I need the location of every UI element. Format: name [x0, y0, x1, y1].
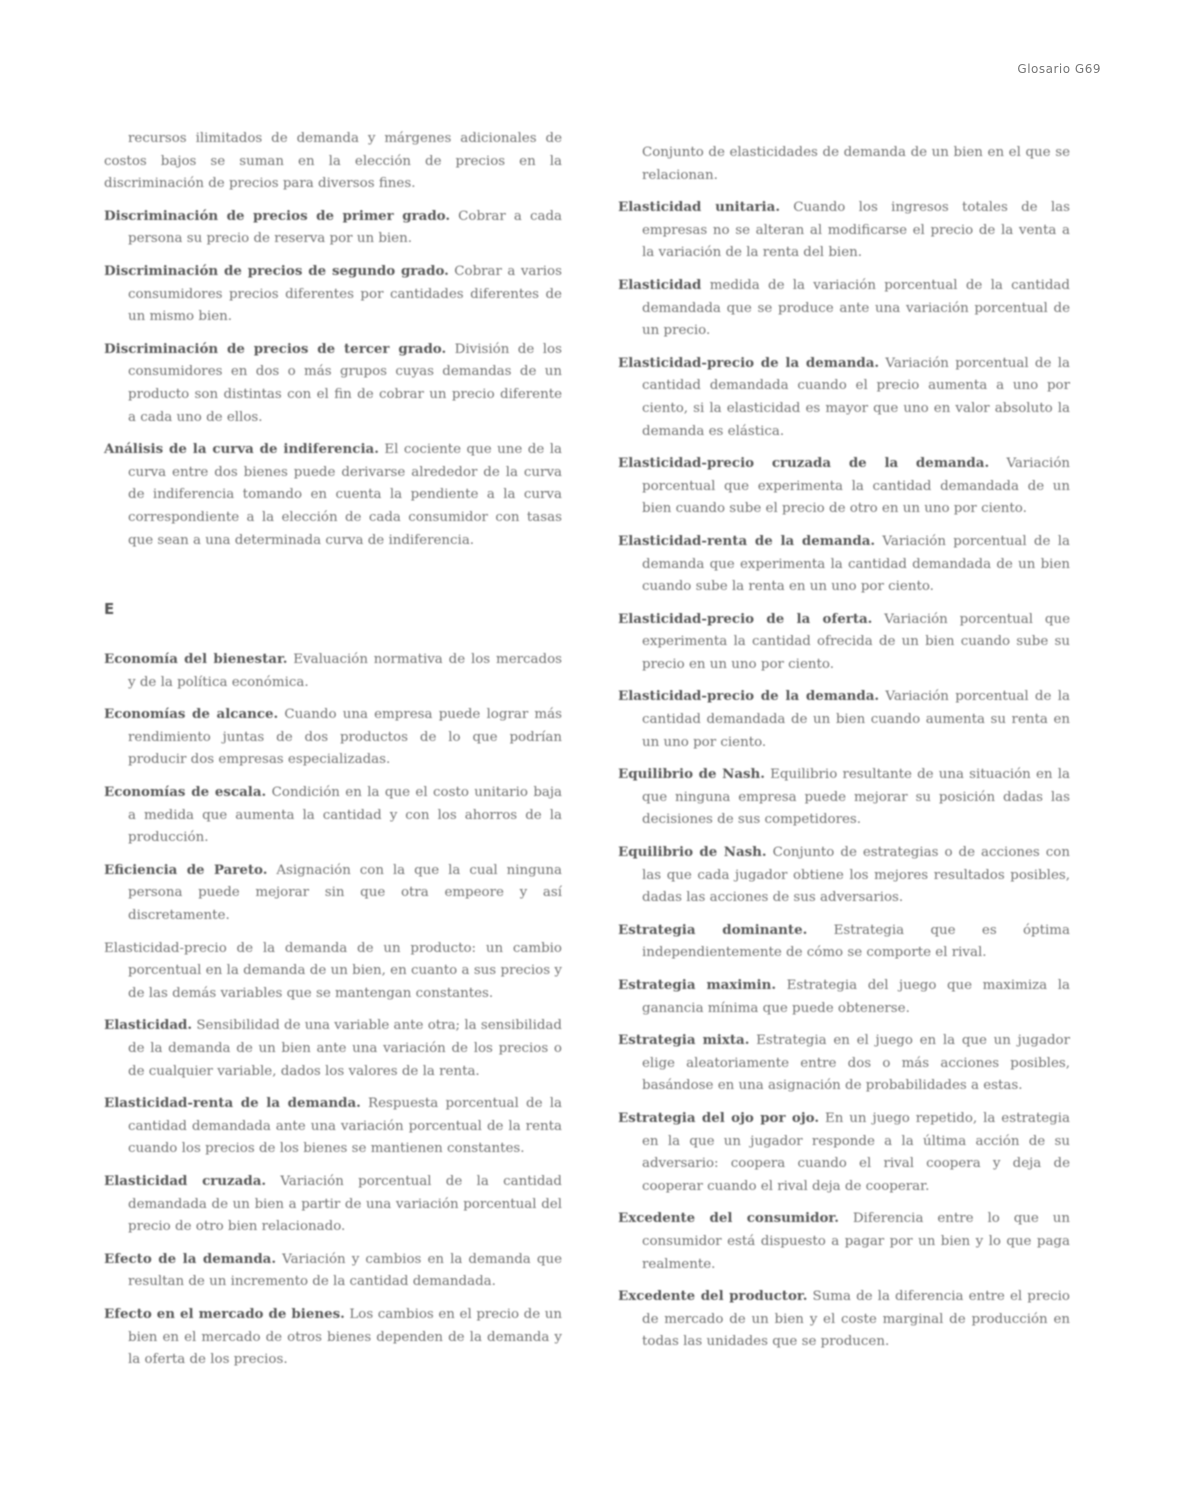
glossary-entry [104, 859, 562, 928]
glossary-term: Economías de alcance. [104, 706, 279, 723]
glossary-entry [618, 608, 1070, 677]
glossary-term: Excedente del productor. [618, 1288, 808, 1305]
glossary-list-e-continued [618, 196, 1070, 1354]
glossary-definition: Respuesta porcentual de la cantidad demandada ante una variación porcentual de la renta cuando los precios de los bienes se mantienen constantes. [128, 1096, 563, 1157]
glossary-term: Elasticidad-renta de la demanda. [618, 532, 876, 549]
glossary-term: Elasticidad-precio de la demanda. [618, 688, 880, 705]
glossary-term: Estrategia maximin. [618, 977, 777, 993]
glossary-definition: Estrategia que es óptima independientemente de cómo se comporte el rival. [642, 922, 1070, 961]
glossary-definition: Estrategia en el juego en la que un jugador elige aleatoriamente entre dos o más acciones posibles, basándose en una asignación de probabilidades a estas. [642, 1033, 1070, 1094]
glossary-entry [618, 1029, 1070, 1098]
glossary-entry [618, 763, 1070, 832]
glossary-definition: Variación porcentual de la cantidad demandada cuando el precio aumenta a uno por ciento, si la elasticidad es mayor que uno en valor absoluto la demanda es elástica. [642, 355, 1070, 439]
glossary-entry [104, 438, 562, 552]
glossary-definition: División de los consumidores en dos o más grupos cuyas demandas de un producto son distintas con el fin de cobrar un precio diferente a cada uno de ellos. [128, 341, 562, 425]
glossary-entry [618, 919, 1070, 965]
glossary-definition: El cociente que une de la curva entre dos bienes puede derivarse alrededor de la curva de indiferencia tomando en cuenta la pendiente a la curva correspondiente a la elección de cada consumidor con tasas que sean a una determinada curva de indiferencia. [128, 442, 562, 548]
glossary-definition: Variación porcentual de la cantidad demandada de un bien a partir de una variación porcentual del precio de otro bien relacionado. [128, 1173, 562, 1235]
glossary-term: Elasticidad-precio cruzada de la demanda. [618, 455, 990, 472]
glossary-term: Elasticidad cruzada. [104, 1172, 267, 1189]
glossary-definition: Variación porcentual que experimenta la cantidad demandada de un bien cuando sube el precio de otro en un uno por ciento. [642, 456, 1071, 517]
glossary-definition: Elasticidad-precio de la demanda de un producto: un cambio porcentual en la demanda de un bien, en cuanto a sus precios y de las demás variables que se mantengan constantes. [104, 940, 562, 1001]
glossary-definition: Diferencia entre lo que un consumidor está dispuesto a pagar por un bien y lo que paga realmente. [642, 1211, 1070, 1272]
glossary-definition: Evaluación normativa de los mercados y de la política económica. [128, 652, 563, 690]
glossary-definition: En un juego repetido, la estrategia en la que un jugador responde a la última acción de su adversario: coopera cuando el rival coopera y deja de cooperar cuando el rival deja de cooperar. [642, 1110, 1070, 1194]
glossary-entry [104, 1248, 562, 1294]
glossary-entry [618, 274, 1070, 343]
glossary-entry [618, 1107, 1070, 1198]
glossary-definition: Equilibrio resultante de una situación en la que ninguna empresa puede mejorar su posición dadas las decisiones de sus competidores. [642, 767, 1070, 828]
glossary-entry [104, 1303, 562, 1372]
glossary-entry [104, 338, 562, 429]
left-column [104, 128, 562, 1381]
section-letter: E [104, 600, 115, 619]
glossary-definition: Los cambios en el precio de un bien en el mercado de otros bienes dependen de la demanda y la oferta de los precios. [128, 1306, 562, 1368]
right-column [618, 142, 1070, 1363]
glossary-term: Elasticidad-precio de la oferta. [618, 610, 873, 627]
glossary-entry [618, 841, 1070, 910]
glossary-definition: medida de la variación porcentual de la cantidad demandada que se produce ante una variación porcentual de un precio. [642, 277, 1070, 339]
glossary-entry [104, 205, 562, 251]
glossary-entry [104, 1014, 562, 1083]
glossary-entry [104, 1170, 562, 1239]
glossary-definition: Cuando los ingresos totales de las empresas no se alteran al modificarse el precio de la venta a la variación de la renta del bien. [642, 200, 1070, 261]
glossary-definition: Estrategia del juego que maximiza la ganancia mínima que puede obtenerse. [642, 978, 1070, 1016]
glossary-entry [104, 781, 562, 850]
glossary-term: Equilibrio de Nash. [618, 844, 767, 861]
glossary-definition: Conjunto de estrategias o de acciones con las que cada jugador obtiene los mejores resultados posibles, dadas las acciones de sus adversarios. [642, 845, 1070, 906]
glossary-term: Estrategia del ojo por ojo. [618, 1109, 820, 1126]
glossary-term: Discriminación de precios de tercer grado. [104, 340, 447, 357]
glossary-entry [618, 530, 1070, 599]
glossary-term: Estrategia dominante. [618, 921, 808, 938]
glossary-entry [618, 1207, 1070, 1276]
glossary-term: Efecto de la demanda. [104, 1250, 277, 1267]
glossary-term: Efecto en el mercado de bienes. [104, 1305, 345, 1322]
glossary-entry [104, 648, 562, 694]
glossary-definition: Variación porcentual de la cantidad demandada de un bien cuando aumenta su renta en un uno por ciento. [642, 689, 1070, 750]
glossary-term: Equilibrio de Nash. [618, 766, 765, 783]
glossary-entry [104, 937, 562, 1006]
glossary-entry [618, 452, 1070, 521]
glossary-definition: Variación porcentual de la demanda que experimenta la cantidad demandada de un bien cuando sube la renta en un uno por ciento. [642, 533, 1070, 595]
glossary-definition: Asignación con la que la cual ninguna persona puede mejorar sin que otra empeore y así discretamente. [128, 862, 562, 924]
continued-paragraph: Conjunto de elasticidades de demanda de un bien en el que se relacionan. [642, 145, 1070, 183]
glossary-term: Excedente del consumidor. [618, 1210, 839, 1227]
glossary-list-d [104, 205, 562, 552]
glossary-term: Elasticidad. [104, 1017, 193, 1034]
glossary-entry [104, 260, 562, 329]
glossary-list-e [104, 648, 562, 1372]
page-header: Glosario G69 [1017, 62, 1101, 76]
intro-paragraph: recursos ilimitados de demanda y márgenes adicionales de costos bajos se suman en la elección de precios en la discriminación de precios para diversos fines. [104, 131, 562, 192]
glossary-entry [618, 1285, 1070, 1354]
glossary-definition: Cobrar a cada persona su precio de reserva por un bien. [128, 208, 562, 247]
glossary-term: Economía del bienestar. [104, 651, 288, 668]
glossary-definition: Cuando una empresa puede lograr más rendimiento juntas de dos productos de lo que podrían producir dos empresas especializadas. [128, 707, 562, 768]
glossary-term: Discriminación de precios de primer grado. [104, 207, 451, 224]
glossary-term: Elasticidad-precio de la demanda. [618, 354, 880, 371]
glossary-term: Discriminación de precios de segundo grado. [104, 262, 449, 279]
glossary-definition: Condición en la que el costo unitario baja a medida que aumenta la cantidad y con los ahorros de la producción. [128, 785, 563, 846]
glossary-term: Análisis de la curva de indiferencia. [104, 441, 379, 458]
glossary-term: Economías de escala. [104, 784, 267, 801]
glossary-definition: Variación y cambios en la demanda que resultan de un incremento de la cantidad demandada. [128, 1251, 562, 1290]
glossary-term: Elasticidad-renta de la demanda. [104, 1095, 361, 1112]
glossary-term: Elasticidad unitaria. [618, 199, 780, 216]
glossary-entry [618, 974, 1070, 1020]
glossary-entry [618, 352, 1070, 443]
glossary-entry [104, 1092, 562, 1161]
glossary-definition: Sensibilidad de una variable ante otra; la sensibilidad de la demanda de un bien ante una variación de los precios o de cualquier variable, dados los valores de la renta. [128, 1018, 562, 1079]
glossary-term: Eficiencia de Pareto. [104, 861, 268, 878]
glossary-term: Estrategia mixta. [618, 1032, 750, 1049]
glossary-entry [104, 703, 562, 772]
glossary-entry [618, 196, 1070, 265]
glossary-definition: Variación porcentual que experimenta la cantidad ofrecida de un bien cuando sube su precio en un uno por ciento. [642, 611, 1071, 672]
glossary-entry [618, 685, 1070, 754]
glossary-definition: Cobrar a varios consumidores precios diferentes por cantidades diferentes de un mismo bien. [128, 263, 562, 325]
glossary-definition: Suma de la diferencia entre el precio de mercado de un bien y el coste marginal de producción en todas las unidades que se producen. [642, 1289, 1070, 1350]
glossary-term: Elasticidad [618, 276, 702, 293]
